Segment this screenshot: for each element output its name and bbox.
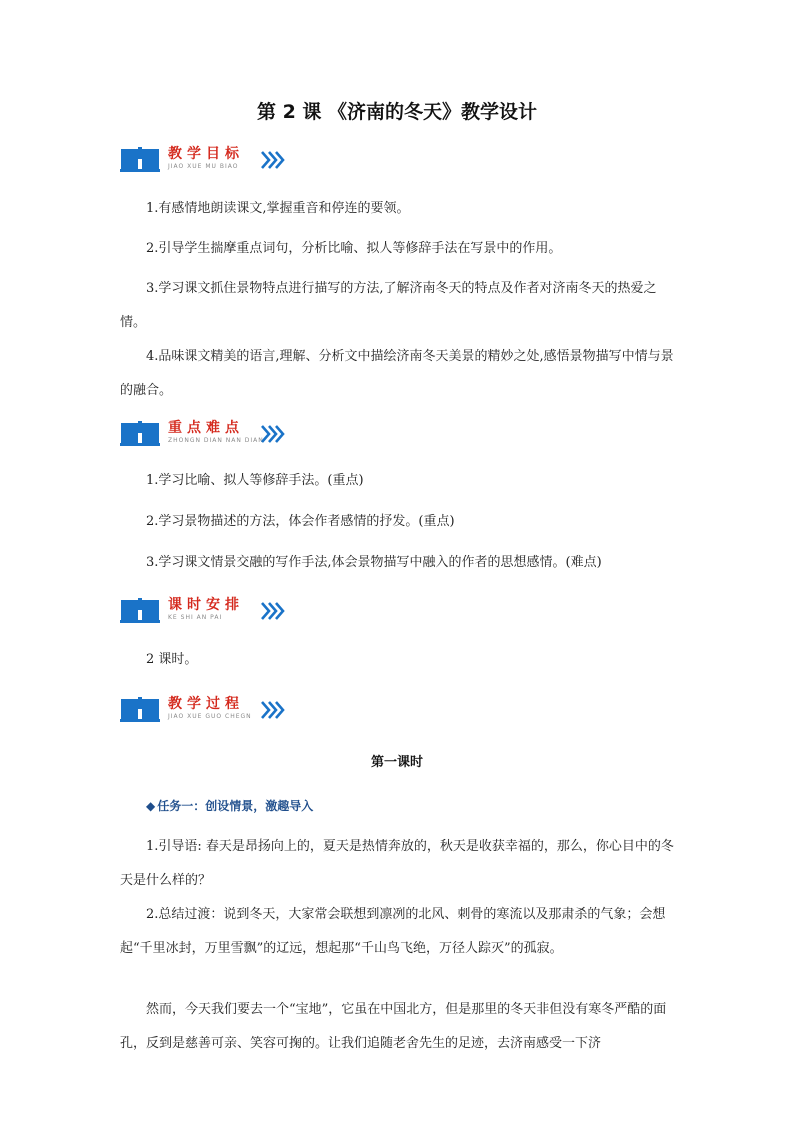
objective-item: 1.有感情地朗读课文,掌握重音和停连的要领。 [146,201,410,216]
section-header-key-points [120,417,320,451]
page-title: 第 2 课 《济南的冬天》教学设计 [256,101,538,123]
section-pinyin: JIAO XUE GUO CHEGN [168,713,252,720]
section-pinyin: KE SHI AN PAI [168,614,223,621]
section-header-objectives [120,143,320,177]
section-header-process [120,693,320,727]
section-title: 教学过程 [168,696,244,712]
section-title: 重点难点 [168,420,244,436]
key-point-item: 2.学习景物描述的方法，体会作者感情的抒发。(重点) [146,514,455,529]
section-pinyin: JIAO XUE MU BIAO [168,163,239,170]
chevrons-icon [260,699,286,721]
section-pinyin: ZHONGN DIAN NAN DIAN [168,437,264,444]
objective-item: 2.引导学生揣摩重点词句，分析比喻、拟人等修辞手法在写景中的作用。 [146,241,562,256]
process-paragraph: 然而，今天我们要去一个“宝地”，它虽在中国北方，但是那里的冬天非但没有寒冬严酷的面孔，反到是慈善可亲、笑容可掬的。让我们追随老舍先生的足迹，去济南感受一下济 [120,1002,667,1051]
key-point-item: 3.学习课文情景交融的写作手法,体会景物描写中融入的作者的思想感情。(难点) [146,555,602,570]
book-icon [120,147,160,173]
key-point-item: 1.学习比喻、拟人等修辞手法。(重点) [146,473,364,488]
chevrons-icon [260,600,286,622]
schedule-text: 2 课时。 [146,652,198,667]
chevrons-icon [260,423,286,445]
section-title: 课时安排 [168,597,244,613]
book-icon [120,421,160,447]
process-paragraph: 1.引导语: 春天是昂扬向上的，夏天是热情奔放的，秋天是收获幸福的，那么，你心目中的冬天是什么样的？ [120,839,674,888]
book-icon [120,598,160,624]
lesson-title: 第一课时 [370,755,423,770]
process-paragraph: 2.总结过渡：说到冬天，大家常会联想到凛冽的北风、刺骨的寒流以及那肃杀的气象；会想起“千里冰封，万里雪飘”的辽远，想起那“千山鸟飞绝，万径人踪灭”的孤寂。 [120,907,666,956]
task-heading [146,797,313,814]
book-icon [120,697,160,723]
diamond-bullet-icon: ◆ [146,799,156,813]
task-title: 任务一：创设情景，激趣导入 [157,799,314,813]
chevrons-icon [260,149,286,171]
section-header-schedule [120,594,320,628]
objective-item: 4.品味课文精美的语言,理解、分析文中描绘济南冬天美景的精妙之处,感悟景物描写中情与景的融合。 [120,349,674,398]
objective-item: 3.学习课文抓住景物特点进行描写的方法,了解济南冬天的特点及作者对济南冬天的热爱之情。 [120,281,657,330]
section-title: 教学目标 [168,146,244,162]
